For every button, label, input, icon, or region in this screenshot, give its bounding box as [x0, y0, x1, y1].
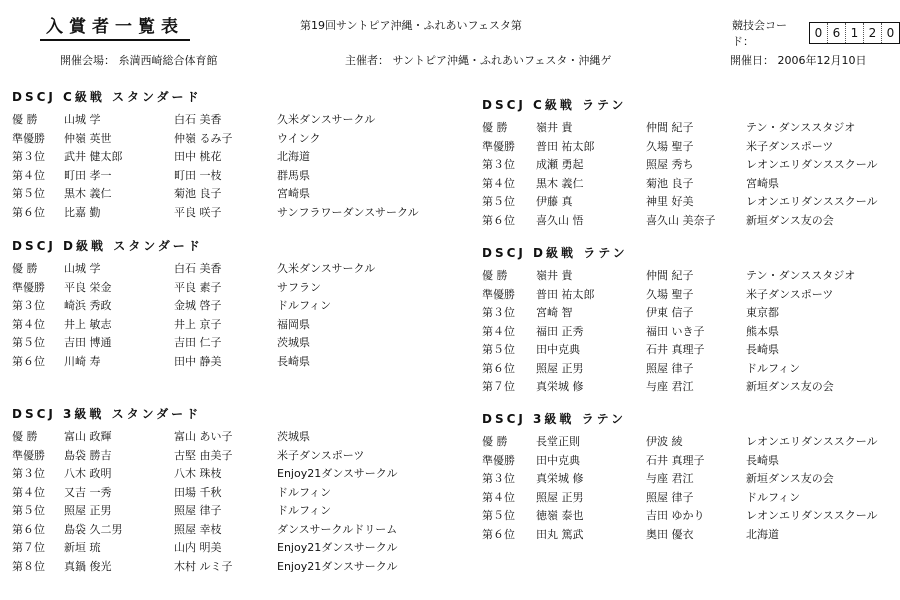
page-title: 入賞者一覧表 — [40, 12, 190, 41]
partner-name: 吉田 仁子 — [174, 336, 222, 349]
competitor-name: 普田 祐太郎 — [536, 139, 595, 153]
partner-name: 木村 ルミ子 — [174, 559, 233, 573]
venue: 開催会場： 糸満西崎総合体育館 — [60, 54, 218, 67]
result-row — [12, 502, 432, 521]
affiliation: 北海道 — [746, 527, 779, 541]
placement: 第３位 — [482, 472, 515, 485]
affiliation: 長崎県 — [746, 343, 779, 356]
affiliation: 新垣ダンス友の会 — [746, 380, 834, 393]
partner-name: 久場 聖子 — [646, 287, 694, 301]
partner-name: 八木 珠枝 — [174, 467, 222, 480]
result-row — [12, 316, 432, 335]
placement: 第４位 — [12, 168, 45, 182]
result-row — [482, 175, 900, 194]
competitor-name: 崎浜 秀政 — [64, 299, 112, 312]
partner-name: 石井 真理子 — [646, 453, 705, 467]
partner-name: 与座 君江 — [646, 472, 694, 485]
placement: 第３位 — [12, 150, 45, 163]
result-row — [482, 323, 900, 342]
competitor-name: 成瀬 勇起 — [536, 158, 584, 171]
result-row — [482, 267, 900, 286]
partner-name: 仲嶺 るみ子 — [174, 131, 233, 145]
placement: 第６位 — [482, 527, 515, 541]
competitor-name: 黒木 義仁 — [64, 187, 112, 200]
affiliation: ウインク — [277, 131, 321, 145]
affiliation: 北海道 — [277, 150, 310, 163]
partner-name: 奥田 優衣 — [646, 527, 694, 541]
section-title: DSCJ C級戦 スタンダード — [12, 90, 202, 104]
competitor-name: 富山 政輝 — [64, 430, 112, 443]
affiliation: 群馬県 — [277, 168, 310, 182]
placement: 第４位 — [12, 317, 45, 331]
result-row — [12, 334, 432, 353]
partner-name: 井上 京子 — [174, 317, 222, 331]
affiliation: 福岡県 — [277, 317, 310, 331]
partner-name: 照屋 秀ち — [646, 158, 694, 171]
affiliation: ドルフィン — [746, 361, 801, 375]
affiliation: ドルフィン — [746, 490, 801, 504]
section-3-latin — [482, 410, 900, 544]
placement: 第８位 — [12, 559, 45, 573]
competitor-name: 照屋 正男 — [64, 504, 112, 517]
placement: 第３位 — [482, 158, 515, 171]
competitor-name: 照屋 正男 — [536, 361, 584, 375]
competitor-name: 武井 健太郎 — [64, 150, 123, 163]
competitor-name: 福田 正秀 — [536, 324, 584, 338]
result-row — [482, 507, 900, 526]
placement: 第５位 — [482, 509, 515, 522]
competitor-name: 又吉 一秀 — [64, 485, 112, 499]
competitor-name: 黒木 義仁 — [536, 176, 584, 190]
partner-name: 伊東 信子 — [646, 306, 694, 319]
section-c-latin — [482, 96, 900, 230]
placement: 第４位 — [12, 485, 45, 499]
affiliation: 米子ダンスポーツ — [277, 448, 365, 462]
section-c-standard — [12, 88, 432, 222]
partner-name: 白石 美香 — [174, 262, 222, 275]
result-row — [12, 130, 432, 149]
placement: 第６位 — [12, 522, 45, 536]
result-row — [12, 428, 432, 447]
partner-name: 照屋 律子 — [646, 490, 694, 504]
partner-name: 町田 一枝 — [174, 168, 222, 182]
competitor-name: 井上 敏志 — [64, 317, 112, 331]
result-row — [482, 341, 900, 360]
partner-name: 照屋 幸枝 — [174, 522, 222, 536]
partner-name: 菊池 良子 — [174, 187, 222, 200]
partner-name: 菊池 良子 — [646, 176, 694, 190]
result-row — [12, 539, 432, 558]
result-row — [12, 185, 432, 204]
placement: 第４位 — [482, 490, 515, 504]
result-row — [482, 378, 900, 397]
result-row — [482, 470, 900, 489]
placement: 優 勝 — [482, 269, 508, 282]
competitor-name: 徳嶺 泰也 — [536, 509, 584, 522]
competitor-name: 平良 栄金 — [64, 280, 112, 294]
result-row — [482, 156, 900, 175]
partner-name: 石井 真理子 — [646, 343, 705, 356]
result-row — [12, 484, 432, 503]
placement: 第５位 — [12, 336, 45, 349]
result-row — [12, 447, 432, 466]
partner-name: 仲間 紀子 — [646, 121, 694, 134]
result-row — [482, 360, 900, 379]
event-name: 第19回サントピア沖縄・ふれあいフェスタ第 — [300, 19, 522, 32]
placement: 準優勝 — [12, 280, 45, 294]
affiliation: 米子ダンスポーツ — [746, 287, 834, 301]
partner-name: 金城 啓子 — [174, 299, 222, 312]
competitor-name: 町田 孝一 — [64, 168, 112, 182]
competitor-name: 山城 学 — [64, 113, 101, 126]
competitor-name: 島袋 久二男 — [64, 522, 123, 536]
result-row — [12, 297, 432, 316]
affiliation: 宮崎県 — [277, 187, 310, 200]
placement: 第５位 — [12, 187, 45, 200]
section-title: DSCJ 3級戦 ラテン — [482, 412, 626, 426]
section-title: DSCJ 3級戦 スタンダード — [12, 407, 202, 421]
placement: 第６位 — [482, 361, 515, 375]
result-row — [482, 304, 900, 323]
competitor-name: 田中克典 — [536, 453, 580, 467]
competitor-name: 吉田 博通 — [64, 336, 112, 349]
partner-name: 白石 美香 — [174, 113, 222, 126]
organizer: 主催者： サントピア沖縄・ふれあいフェスタ・沖縄ゲ — [345, 54, 612, 67]
partner-name: 照屋 律子 — [646, 361, 694, 375]
competitor-name: 真鍋 俊光 — [64, 559, 112, 573]
section-d-latin — [482, 244, 900, 397]
placement: 第４位 — [482, 176, 515, 190]
result-row — [482, 193, 900, 212]
affiliation: 茨城県 — [277, 336, 310, 349]
competitor-name: 田中克典 — [536, 343, 580, 356]
code-digit: 1 — [846, 23, 864, 43]
competitor-name: 喜久山 悟 — [536, 213, 584, 227]
affiliation: Enjoy21ダンスサークル — [277, 541, 398, 554]
partner-name: 平良 素子 — [174, 280, 222, 294]
result-row — [482, 119, 900, 138]
affiliation: テン・ダンススタジオ — [746, 269, 856, 282]
result-row — [12, 260, 432, 279]
result-row — [12, 204, 432, 223]
placement: 第６位 — [12, 354, 45, 368]
placement: 優 勝 — [482, 121, 508, 134]
placement: 優 勝 — [12, 262, 38, 275]
affiliation: 東京都 — [746, 306, 779, 319]
placement: 優 勝 — [12, 113, 38, 126]
affiliation: ドルフィン — [277, 485, 332, 499]
placement: 第６位 — [482, 213, 515, 227]
partner-name: 山内 明美 — [174, 541, 222, 554]
result-row — [482, 489, 900, 508]
competitor-name: 比嘉 勤 — [64, 205, 101, 219]
competitor-name: 嶺井 貴 — [536, 269, 573, 282]
section-title: DSCJ D級戦 スタンダード — [12, 239, 203, 253]
affiliation: レオンエリダンススクール — [746, 509, 878, 522]
result-row — [482, 286, 900, 305]
affiliation: 長崎県 — [746, 453, 779, 467]
placement: 優 勝 — [12, 430, 38, 443]
event-date: 開催日： 2006年12月10日 — [730, 54, 867, 67]
competitor-name: 普田 祐太郎 — [536, 287, 595, 301]
affiliation: 米子ダンスポーツ — [746, 139, 834, 153]
competitor-name: 八木 政明 — [64, 467, 112, 480]
partner-name: 久場 聖子 — [646, 139, 694, 153]
placement: 第３位 — [12, 299, 45, 312]
partner-name: 富山 あい子 — [174, 430, 233, 443]
partner-name: 照屋 律子 — [174, 504, 222, 517]
affiliation: 長崎県 — [277, 354, 310, 368]
placement: 第７位 — [482, 380, 515, 393]
affiliation: レオンエリダンススクール — [746, 158, 878, 171]
code-digit: 6 — [828, 23, 846, 43]
code-digit: 0 — [886, 26, 895, 40]
affiliation: サフラン — [277, 280, 321, 294]
partner-name: 喜久山 美奈子 — [646, 213, 716, 227]
result-row — [12, 521, 432, 540]
result-row — [482, 212, 900, 231]
affiliation: レオンエリダンススクール — [746, 195, 878, 208]
partner-name: 平良 咲子 — [174, 205, 222, 219]
placement: 準優勝 — [482, 287, 515, 301]
result-row — [482, 452, 900, 471]
competitor-name: 真栄城 修 — [536, 380, 584, 393]
result-row — [482, 138, 900, 157]
competitor-name: 島袋 勝吉 — [64, 448, 112, 462]
code-digit: 0 — [810, 23, 828, 43]
section-title: DSCJ D級戦 ラテン — [482, 246, 628, 260]
competitor-name: 嶺井 貴 — [536, 121, 573, 134]
placement: 準優勝 — [482, 453, 515, 467]
competitor-name: 宮崎 智 — [536, 306, 573, 319]
result-row — [482, 433, 900, 452]
placement: 準優勝 — [12, 448, 45, 462]
affiliation: 宮崎県 — [746, 176, 779, 190]
result-row — [12, 353, 432, 372]
result-row — [12, 279, 432, 298]
partner-name: 神里 好美 — [646, 195, 694, 208]
affiliation: ダンスサークルドリーム — [277, 522, 398, 536]
result-row — [12, 111, 432, 130]
affiliation: Enjoy21ダンスサークル — [277, 467, 398, 480]
competitor-name: 仲嶺 英世 — [64, 131, 112, 145]
partner-name: 田中 桃花 — [174, 150, 222, 163]
competitor-name: 照屋 正男 — [536, 490, 584, 504]
affiliation: ドルフィン — [277, 299, 332, 312]
affiliation: Enjoy21ダンスサークル — [277, 559, 398, 573]
placement: 第６位 — [12, 205, 45, 219]
affiliation: 熊本県 — [746, 324, 779, 338]
affiliation: 新垣ダンス友の会 — [746, 472, 834, 485]
affiliation: レオンエリダンススクール — [746, 435, 878, 448]
competitor-name: 川崎 寿 — [64, 354, 101, 368]
result-row — [482, 526, 900, 545]
placement: 第５位 — [12, 504, 45, 517]
code-label: 競技会コード： — [732, 19, 787, 48]
partner-name: 古堅 由美子 — [174, 448, 233, 462]
partner-name: 与座 君江 — [646, 380, 694, 393]
affiliation: ドルフィン — [277, 504, 332, 517]
affiliation: 久米ダンスサークル — [277, 113, 376, 126]
code-box — [809, 22, 900, 44]
placement: 優 勝 — [482, 435, 508, 448]
affiliation: 久米ダンスサークル — [277, 262, 376, 275]
affiliation: サンフラワーダンスサークル — [277, 205, 419, 219]
placement: 第５位 — [482, 343, 515, 356]
result-row — [12, 167, 432, 186]
partner-name: 福田 いき子 — [646, 324, 705, 338]
affiliation: 茨城県 — [277, 430, 310, 443]
competitor-name: 伊藤 真 — [536, 195, 573, 208]
section-title: DSCJ C級戦 ラテン — [482, 98, 627, 112]
result-row — [12, 148, 432, 167]
affiliation: 新垣ダンス友の会 — [746, 213, 834, 227]
partner-name: 仲間 紀子 — [646, 269, 694, 282]
competitor-name: 山城 学 — [64, 262, 101, 275]
placement: 第３位 — [482, 306, 515, 319]
placement: 第５位 — [482, 195, 515, 208]
competition-code — [732, 17, 900, 49]
section-3-standard — [12, 405, 432, 576]
result-row — [12, 465, 432, 484]
competitor-name: 田丸 篤武 — [536, 527, 584, 541]
placement: 第７位 — [12, 541, 45, 554]
partner-name: 吉田 ゆかり — [646, 509, 705, 522]
competitor-name: 長堂正則 — [536, 435, 580, 448]
partner-name: 伊波 綾 — [646, 435, 683, 448]
placement: 第３位 — [12, 467, 45, 480]
competitor-name: 新垣 琉 — [64, 541, 101, 554]
placement: 準優勝 — [12, 131, 45, 145]
placement: 準優勝 — [482, 139, 515, 153]
result-row — [12, 558, 432, 577]
affiliation: テン・ダンススタジオ — [746, 121, 856, 134]
section-d-standard — [12, 237, 432, 371]
competitor-name: 真栄城 修 — [536, 472, 584, 485]
partner-name: 田中 静美 — [174, 354, 222, 368]
code-digit: 2 — [864, 23, 882, 43]
placement: 第４位 — [482, 324, 515, 338]
partner-name: 田場 千秋 — [174, 485, 222, 499]
